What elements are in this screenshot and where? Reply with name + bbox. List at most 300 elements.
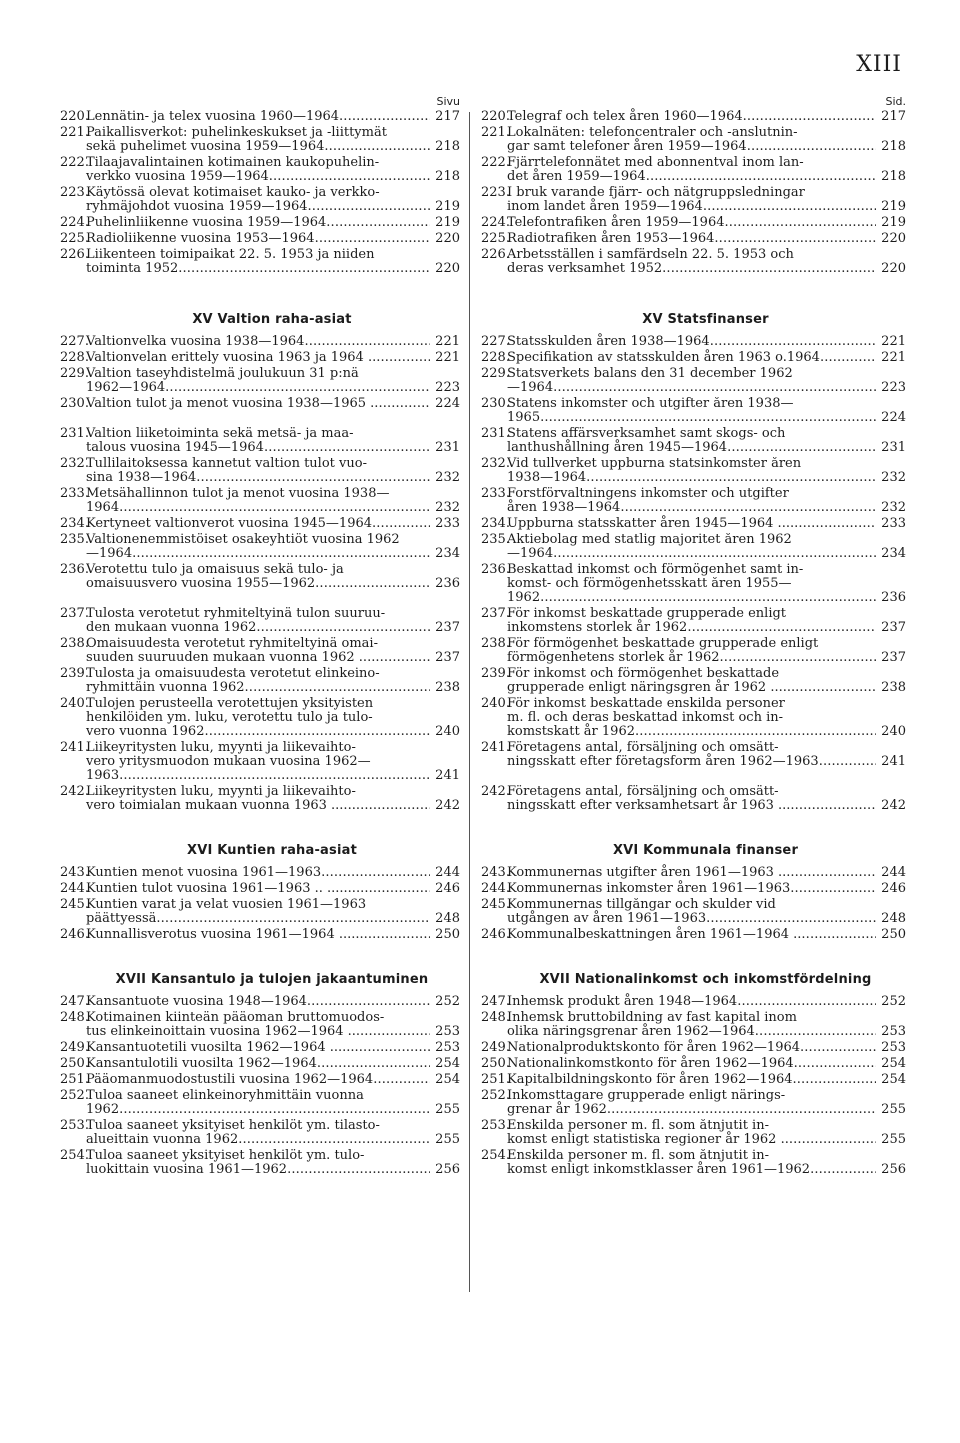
entry-title-line: Valtion liiketoiminta sekä metsä- ja maa-	[86, 427, 354, 441]
toc-entry	[60, 1011, 460, 1039]
toc-entry	[481, 487, 906, 515]
entry-number: 239.	[60, 666, 89, 681]
page-reference: 219	[881, 199, 906, 214]
entry-title	[507, 1149, 876, 1177]
entry-title-line: inkomstens storlek år 1962	[507, 620, 688, 635]
entry-title	[86, 248, 430, 276]
dot-leader	[373, 1073, 430, 1087]
page-number: XIII	[856, 52, 902, 77]
entry-title	[507, 1011, 876, 1039]
entry-number: 247.	[481, 994, 510, 1009]
page-reference: 253	[435, 1024, 460, 1039]
dot-leader	[819, 755, 876, 769]
entry-title-line: Valtionenemmistöiset osakeyhtiöt vuosina 1962	[86, 533, 400, 547]
dot-leader	[794, 1057, 876, 1071]
entry-title	[507, 1073, 876, 1087]
entry-title-line: Kommunalbeskattningen åren 1961—1964 ..	[507, 927, 802, 942]
entry-title-line: ningsskatt efter företagsform åren 1962—1963	[507, 754, 819, 769]
entry-title-line: Tulojen perusteella verotettujen yksityisten	[86, 697, 374, 711]
entry-title-line: deras verksamhet 1952	[507, 261, 663, 276]
entry-number: 227.	[481, 334, 510, 349]
toc-entry	[481, 1149, 906, 1177]
page-reference: 223	[881, 380, 906, 395]
toc-entry	[481, 126, 906, 154]
entry-title-line: inom landet åren 1959—1964	[507, 199, 703, 214]
entry-title	[507, 427, 876, 455]
entry-title-last-line	[507, 441, 876, 455]
entry-title	[507, 1041, 876, 1055]
toc-entry	[481, 995, 906, 1009]
entry-title	[507, 667, 876, 695]
entry-title-last-line	[507, 1163, 876, 1177]
dot-leader	[635, 725, 876, 739]
entry-number: 232.	[60, 456, 89, 471]
entry-title-line: Kertyneet valtionverot vuosina 1945—1964	[86, 516, 373, 531]
dot-leader	[156, 912, 430, 926]
entry-title-line: Uppburna statsskatter åren 1945—1964 ....	[507, 516, 795, 531]
page-column-header: Sid.	[885, 95, 906, 108]
toc-entry	[481, 697, 906, 739]
entry-title	[86, 232, 430, 246]
toc-entry	[60, 367, 460, 395]
entry-title-line: Kommunernas utgifter åren 1961—1963 ....	[507, 865, 795, 880]
entry-title-line: lanthushållning åren 1945—1964	[507, 440, 728, 455]
entry-number: 222.	[481, 155, 510, 170]
entry-title	[507, 186, 876, 214]
entry-title	[507, 517, 876, 531]
dot-leader	[687, 621, 876, 635]
swedish-column	[481, 94, 906, 1179]
dot-leader	[801, 928, 876, 942]
entry-title-line: Paikallisverkot: puhelinkeskukset ja -liittymät	[86, 126, 387, 140]
dot-leader	[375, 651, 430, 665]
toc-entry	[481, 427, 906, 455]
entry-number: 225.	[481, 231, 510, 246]
entry-title-line: Specifikation av statsskulden åren 1963 o.1964	[507, 350, 820, 365]
entry-title-last-line	[86, 912, 430, 926]
entry-title	[507, 898, 876, 926]
entry-title	[86, 637, 430, 665]
page-reference: 232	[881, 500, 906, 515]
entry-number: 251.	[481, 1072, 510, 1087]
page-reference: 232	[435, 500, 460, 515]
entry-title-line: Verotettu tulo ja omaisuus sekä tulo- ja	[86, 563, 344, 577]
entry-title-last-line	[86, 995, 430, 1009]
entry-title-line: Lennätin- ja telex vuosina 1960—1964	[86, 109, 340, 124]
entry-title-last-line	[507, 1133, 876, 1147]
entry-title-line: ningsskatt efter verksamhetsart år 1963 ....	[507, 798, 795, 813]
section-title: XV Statsfinanser	[642, 312, 769, 327]
page-reference: 218	[881, 139, 906, 154]
dot-leader	[790, 882, 876, 896]
entry-title	[86, 457, 430, 485]
page-reference: 221	[881, 350, 906, 365]
toc-entry	[60, 995, 460, 1009]
entry-number: 232.	[481, 456, 510, 471]
entry-title-last-line	[507, 882, 876, 896]
entry-title-line: 1962	[507, 590, 541, 605]
page-reference: 217	[881, 109, 906, 124]
entry-number: 244.	[60, 881, 89, 896]
page-reference: 246	[881, 881, 906, 896]
entry-title-line: Telefontrafiken åren 1959—1964	[507, 215, 725, 230]
entry-title	[86, 367, 430, 395]
entry-title-line: Företagens antal, försäljning och omsätt-	[507, 785, 779, 799]
entry-title	[507, 1089, 876, 1117]
entry-number: 236.	[481, 562, 510, 577]
entry-title-line: komst enligt statistiska regioner år 1962 ..	[507, 1132, 789, 1147]
toc-entry	[481, 110, 906, 124]
entry-title	[507, 563, 876, 605]
entry-title-last-line	[86, 1073, 430, 1087]
page-reference: 248	[435, 911, 460, 926]
entry-title-line: Valtion tulot ja menot vuosina 1938—1965 ..	[86, 396, 379, 411]
entry-title-line: Radioliikenne vuosina 1953—1964	[86, 231, 315, 246]
toc-entry	[481, 1073, 906, 1087]
entry-number: 228.	[60, 350, 89, 365]
entry-title-line: Forstförvaltningens inkomster och utgifter	[507, 487, 789, 501]
entry-title	[86, 1149, 430, 1177]
toc-section	[60, 972, 460, 1177]
entry-number: 244.	[481, 881, 510, 896]
entry-title-last-line	[507, 651, 876, 665]
entry-title	[86, 928, 430, 942]
page-reference: 221	[435, 350, 460, 365]
entry-title-line: Beskattad inkomst och förmögenhet samt in-	[507, 563, 804, 577]
entry-title-line: utgången av åren 1961—1963	[507, 911, 707, 926]
entry-title	[86, 741, 430, 783]
entry-number: 221.	[481, 125, 510, 140]
entry-number: 229.	[60, 366, 89, 381]
entry-title-line: Inhemsk produkt åren 1948—1964	[507, 994, 738, 1009]
entry-title-line: Tullilaitoksessa kannetut valtion tulot vuo-	[86, 457, 367, 471]
entry-number: 231.	[60, 426, 89, 441]
dot-leader	[795, 681, 876, 695]
entry-title	[86, 427, 430, 455]
entry-title-line: Radiotrafiken åren 1953—1964	[507, 231, 715, 246]
entry-title-line: Kansantulotili vuosilta 1962—1964	[86, 1056, 317, 1071]
toc-entry	[481, 637, 906, 665]
dot-leader	[372, 517, 430, 531]
dot-leader	[356, 799, 430, 813]
entry-title	[507, 533, 876, 561]
entry-title-last-line	[507, 216, 876, 230]
entry-title-line: Inkomsttagare grupperade enligt närings-	[507, 1089, 786, 1103]
entry-title	[507, 216, 876, 230]
entry-title	[507, 928, 876, 942]
entry-title	[507, 785, 876, 813]
dot-leader	[378, 397, 430, 411]
dot-leader	[747, 140, 876, 154]
toc-entry	[60, 156, 460, 184]
entry-title-last-line	[507, 140, 876, 154]
entry-title-last-line	[86, 882, 430, 896]
toc-entry	[481, 607, 906, 635]
entry-title-line: Arbetsställen i samfärdseln 22. 5. 1953 och	[507, 248, 794, 262]
dot-leader	[196, 471, 430, 485]
page-reference: 218	[435, 139, 460, 154]
entry-title-line: luokittain vuosina 1961—1962	[86, 1162, 288, 1177]
entry-title-last-line	[86, 725, 430, 739]
toc-entry	[60, 866, 460, 880]
dot-leader	[364, 928, 430, 942]
toc-entry	[481, 898, 906, 926]
page-reference: 237	[881, 650, 906, 665]
entry-title-line: Valtionvelka vuosina 1938—1964	[86, 334, 305, 349]
entry-number: 241.	[60, 740, 89, 755]
page-reference: 217	[435, 109, 460, 124]
entry-number: 237.	[60, 606, 89, 621]
toc-entry	[60, 882, 460, 896]
entry-title	[86, 882, 430, 896]
entry-title-last-line	[86, 1133, 430, 1147]
toc-entry	[481, 1119, 906, 1147]
entry-title	[86, 533, 430, 561]
entry-number: 220.	[481, 109, 510, 124]
entry-title	[86, 995, 430, 1009]
entry-title	[86, 487, 430, 515]
entry-title-line: den mukaan vuonna 1962	[86, 620, 257, 635]
entry-title-last-line	[86, 501, 430, 515]
entry-title-line: Käytössä olevat kotimaiset kauko- ja verkko-	[86, 186, 380, 200]
toc-section	[481, 843, 906, 942]
toc-entry	[60, 1041, 460, 1055]
dot-leader	[737, 995, 876, 1009]
entry-number: 250.	[481, 1056, 510, 1071]
toc-entry	[60, 1149, 460, 1177]
page-reference: 221	[435, 334, 460, 349]
entry-title-line: —1964	[507, 546, 554, 561]
toc-entry	[481, 563, 906, 605]
toc-entry	[481, 667, 906, 695]
entry-title-line: gar samt telefoner åren 1959—1964	[507, 139, 747, 154]
entry-title-last-line	[86, 866, 430, 880]
page-reference: 253	[881, 1024, 906, 1039]
entry-title-line: vero toimialan mukaan vuonna 1963 ......	[86, 798, 356, 813]
toc-entry	[481, 216, 906, 230]
entry-title-line: Statens affärsverksamhet samt skogs- och	[507, 427, 786, 441]
entry-title-line: 1964	[86, 500, 120, 515]
entry-number: 235.	[60, 532, 89, 547]
page-reference: 248	[881, 911, 906, 926]
entry-title-last-line	[507, 866, 876, 880]
entry-title-line: sekä puhelimet vuosina 1959—1964	[86, 139, 325, 154]
entry-title-last-line	[86, 1025, 430, 1039]
toc-entry	[60, 697, 460, 739]
entry-number: 246.	[481, 927, 510, 942]
entry-title	[507, 637, 876, 665]
page-reference: 241	[435, 768, 460, 783]
dot-leader	[339, 110, 430, 124]
entry-number: 227.	[60, 334, 89, 349]
dot-leader	[706, 912, 876, 926]
entry-title-last-line	[86, 681, 430, 695]
toc-section	[481, 972, 906, 1177]
sections-container	[481, 110, 906, 1177]
toc-entry	[481, 186, 906, 214]
entry-number: 245.	[481, 897, 510, 912]
entry-title-last-line	[86, 799, 430, 813]
page-reference: 255	[881, 1132, 906, 1147]
section-title: XVII Kansantulo ja tulojen jakaantuminen	[115, 972, 429, 987]
entry-title-last-line	[507, 1073, 876, 1087]
entry-number: 237.	[481, 606, 510, 621]
page-reference: 240	[881, 724, 906, 739]
dot-leader	[269, 170, 430, 184]
dot-leader	[703, 200, 876, 214]
entry-title	[507, 351, 876, 365]
toc-entry	[60, 517, 460, 531]
dot-leader	[119, 1103, 430, 1117]
entry-title-last-line	[507, 411, 876, 425]
entry-title	[507, 397, 876, 425]
entry-title	[86, 866, 430, 880]
entry-title-last-line	[86, 397, 430, 411]
dot-leader	[724, 216, 876, 230]
page-reference: 238	[881, 680, 906, 695]
entry-title-line: ryhmittäin vuonna 1962	[86, 680, 245, 695]
entry-number: 245.	[60, 897, 89, 912]
dot-leader	[607, 1103, 876, 1117]
entry-title-last-line	[507, 501, 876, 515]
entry-title-line: 1938—1964	[507, 470, 587, 485]
entry-title-last-line	[86, 232, 430, 246]
entry-number: 220.	[60, 109, 89, 124]
column-divider	[469, 112, 470, 1292]
toc-entry	[60, 216, 460, 230]
entry-title-last-line	[86, 335, 430, 349]
dot-leader	[794, 517, 876, 531]
entry-number: 242.	[481, 784, 510, 799]
page-reference: 255	[435, 1102, 460, 1117]
entry-title-line: För inkomst och förmögenhet beskattade	[507, 667, 780, 681]
entry-title-line: alueittain vuonna 1962	[86, 1132, 239, 1147]
toc-entry	[60, 1073, 460, 1087]
entry-title-line: förmögenhetens storlek år 1962	[507, 650, 720, 665]
toc-entry	[60, 928, 460, 942]
toc-entry	[60, 397, 460, 411]
page-reference: 234	[435, 546, 460, 561]
entry-title-last-line	[507, 591, 876, 605]
entry-title-last-line	[507, 912, 876, 926]
entry-title	[86, 351, 430, 365]
dot-leader	[553, 547, 876, 561]
entry-title-line: Liikeyritysten luku, myynti ja liikevaihto-	[86, 741, 356, 755]
dot-leader	[727, 441, 876, 455]
page-reference: 242	[435, 798, 460, 813]
entry-title-last-line	[86, 547, 430, 561]
entry-title-line: Tuloa saaneet elinkeinoryhmittäin vuonna	[86, 1089, 364, 1103]
entry-title	[86, 216, 430, 230]
dot-leader	[646, 170, 876, 184]
entry-title-line: suuden suuruuden mukaan vuonna 1962 ....	[86, 650, 376, 665]
entry-title-line: Liikeyritysten luku, myynti ja liikevaihto-	[86, 785, 356, 799]
entry-title-line: henkilöiden ym. luku, verotettu tulo ja tulo-	[86, 711, 373, 725]
entry-number: 230.	[481, 396, 510, 411]
page-reference: 254	[881, 1072, 906, 1087]
finnish-column	[60, 94, 460, 1179]
entry-title-line: Aktiebolag med statlig majoritet åren 1962	[507, 533, 792, 547]
entry-title	[86, 186, 430, 214]
entry-title-line: Metsähallinnon tulot ja menot vuosina 1938—	[86, 487, 390, 501]
entry-number: 223.	[60, 185, 89, 200]
entry-title-line: Företagens antal, försäljning och omsätt-	[507, 741, 779, 755]
toc-entry	[481, 882, 906, 896]
entry-title-line: För inkomst beskattade enskilda personer	[507, 697, 785, 711]
toc-entry	[60, 110, 460, 124]
entry-title-line: m. fl. och deras beskattad inkomst och in-	[507, 711, 784, 725]
page-reference: 250	[435, 927, 460, 942]
entry-title-line: Nationalinkomstkonto för åren 1962—1964	[507, 1056, 794, 1071]
entry-title-last-line	[86, 651, 430, 665]
dot-leader	[204, 725, 430, 739]
entry-title	[86, 667, 430, 695]
page-reference: 218	[881, 169, 906, 184]
toc-entry	[60, 785, 460, 813]
entry-title-line: Tuloa saaneet yksityiset henkilöt ym. tulo-	[86, 1149, 365, 1163]
page-reference: 252	[435, 994, 460, 1009]
entry-number: 240.	[481, 696, 510, 711]
entry-title-last-line	[86, 1057, 430, 1071]
dot-leader	[540, 411, 876, 425]
page-reference: 218	[435, 169, 460, 184]
entry-title-last-line	[507, 351, 876, 365]
entry-title-last-line	[507, 681, 876, 695]
entry-title	[86, 1073, 430, 1087]
dot-leader	[789, 1133, 876, 1147]
entry-number: 243.	[60, 865, 89, 880]
dot-leader	[720, 651, 876, 665]
toc-entry	[60, 667, 460, 695]
dot-leader	[264, 441, 430, 455]
dot-leader	[119, 501, 430, 515]
entry-title-last-line	[507, 1041, 876, 1055]
entry-title-line: Kansantuotetili vuosilta 1962—1964 ......	[86, 1040, 355, 1055]
dot-leader	[360, 882, 430, 896]
dot-leader	[256, 621, 430, 635]
entry-number: 242.	[60, 784, 89, 799]
toc-entry	[481, 232, 906, 246]
toc-entry	[481, 1041, 906, 1055]
toc-entry	[60, 637, 460, 665]
entry-title	[507, 741, 876, 769]
page-reference: 253	[881, 1040, 906, 1055]
page-reference: 236	[435, 576, 460, 591]
entry-title-last-line	[86, 216, 430, 230]
dot-leader	[321, 866, 430, 880]
toc-entry	[481, 928, 906, 942]
entry-title	[86, 110, 430, 124]
toc-entry	[481, 517, 906, 531]
entry-title-line: Liikenteen toimipaikat 22. 5. 1953 ja niiden	[86, 248, 375, 262]
entry-title	[86, 156, 430, 184]
entry-title-line: Tilaajavalintainen kotimainen kaukopuhelin-	[86, 156, 380, 170]
dot-leader	[755, 1025, 876, 1039]
toc-entry	[60, 186, 460, 214]
dot-leader	[800, 1041, 876, 1055]
entry-number: 253.	[60, 1118, 89, 1133]
entry-title	[507, 1057, 876, 1071]
entry-title-last-line	[507, 1057, 876, 1071]
toc-entry	[60, 248, 460, 276]
entry-title	[507, 457, 876, 485]
entry-title-line: —1964	[86, 546, 133, 561]
entry-title-last-line	[507, 1103, 876, 1117]
toc-entry	[481, 367, 906, 395]
toc-entry	[481, 457, 906, 485]
entry-title-line: Pääomanmuodostustili vuosina 1962—1964	[86, 1072, 374, 1087]
entry-title-last-line	[86, 577, 430, 591]
